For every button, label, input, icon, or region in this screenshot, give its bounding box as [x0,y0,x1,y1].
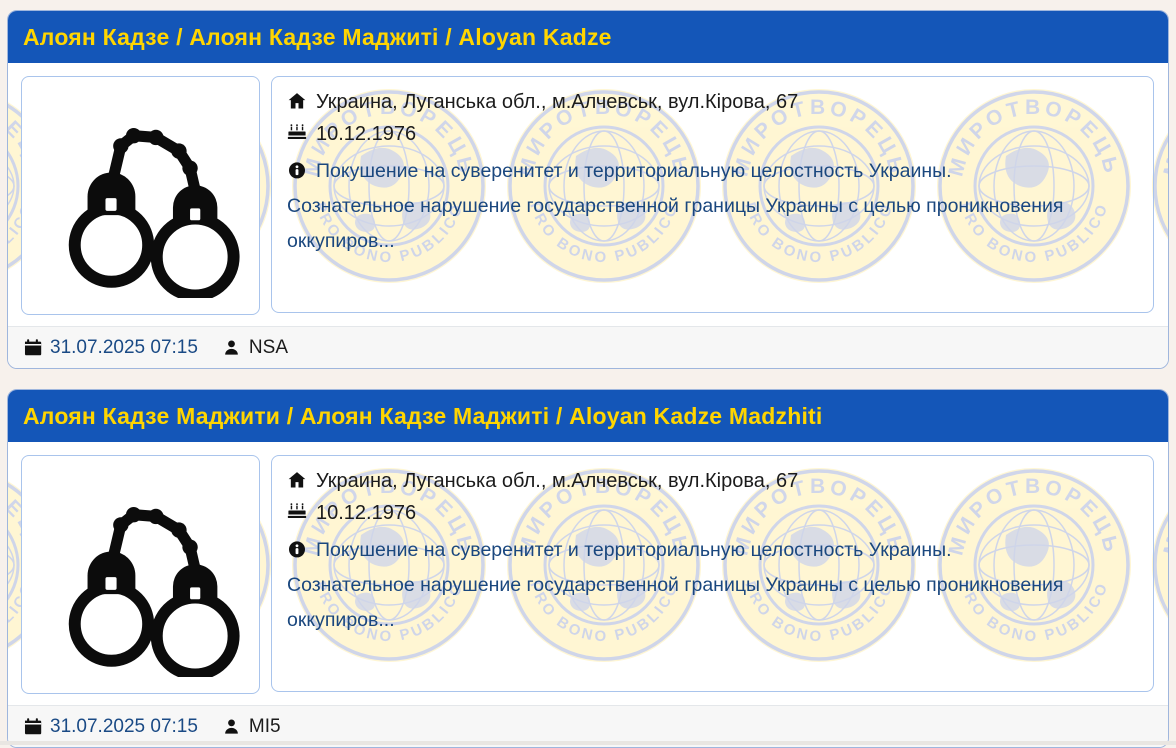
record-card [7,10,1169,369]
posted-datetime: 31.07.2025 07:15 [50,715,198,737]
description-continued: Сознательное нарушение государственной границы Украины с целью проникновения оккупиров... [287,195,1064,252]
address-text: Украина, Луганська обл., м.Алчевськ, вул.Кірова, 67 [316,470,799,492]
record-card [7,389,1169,748]
birthday-cake-icon [287,502,307,522]
info-box [271,76,1154,313]
home-icon [287,470,307,490]
description-continued: Сознательное нарушение государственной границы Украины с целью проникновения оккупиров... [287,574,1064,631]
user-icon [222,338,241,357]
info-box [271,455,1154,692]
birthday-cake-icon [287,123,307,143]
photo-thumbnail[interactable] [21,455,260,694]
address-line [287,465,1138,497]
record-title-link[interactable]: Алоян Кадзе / Алоян Кадзе Маджиті / Aloyan Kadze [23,23,612,50]
description-line [287,533,1138,568]
description-text: Покушение на суверенитет и территориальную целостность Украины. [316,160,952,182]
info-circle-icon [287,160,307,180]
description-text: Покушение на суверенитет и территориальную целостность Украины. [316,539,952,561]
birthdate-text: 10.12.1976 [316,502,417,524]
page-bottom-divider [0,741,1176,745]
posted-datetime: 31.07.2025 07:15 [50,336,198,358]
record-body [8,442,1168,705]
home-icon [287,91,307,111]
photo-thumbnail[interactable] [21,76,260,315]
handcuffs-icon [38,93,243,298]
info-circle-icon [287,539,307,559]
birthdate-line [287,497,1138,529]
record-header [8,390,1168,442]
calendar-icon [23,338,42,357]
handcuffs-icon [38,472,243,677]
birthdate-text: 10.12.1976 [316,123,417,145]
address-line [287,86,1138,118]
address-text: Украина, Луганська обл., м.Алчевськ, вул.Кірова, 67 [316,91,799,113]
record-title-link[interactable]: Алоян Кадзе Маджити / Алоян Кадзе Маджиті / Aloyan Kadze Madzhiti [23,402,823,429]
birthdate-line [287,118,1138,150]
description-line [287,154,1138,189]
record-header [8,11,1168,63]
user-icon [222,717,241,736]
source-label: MI5 [248,715,281,737]
source-label: NSA [248,336,288,358]
record-body [8,63,1168,326]
calendar-icon [23,717,42,736]
record-footer [8,326,1168,368]
